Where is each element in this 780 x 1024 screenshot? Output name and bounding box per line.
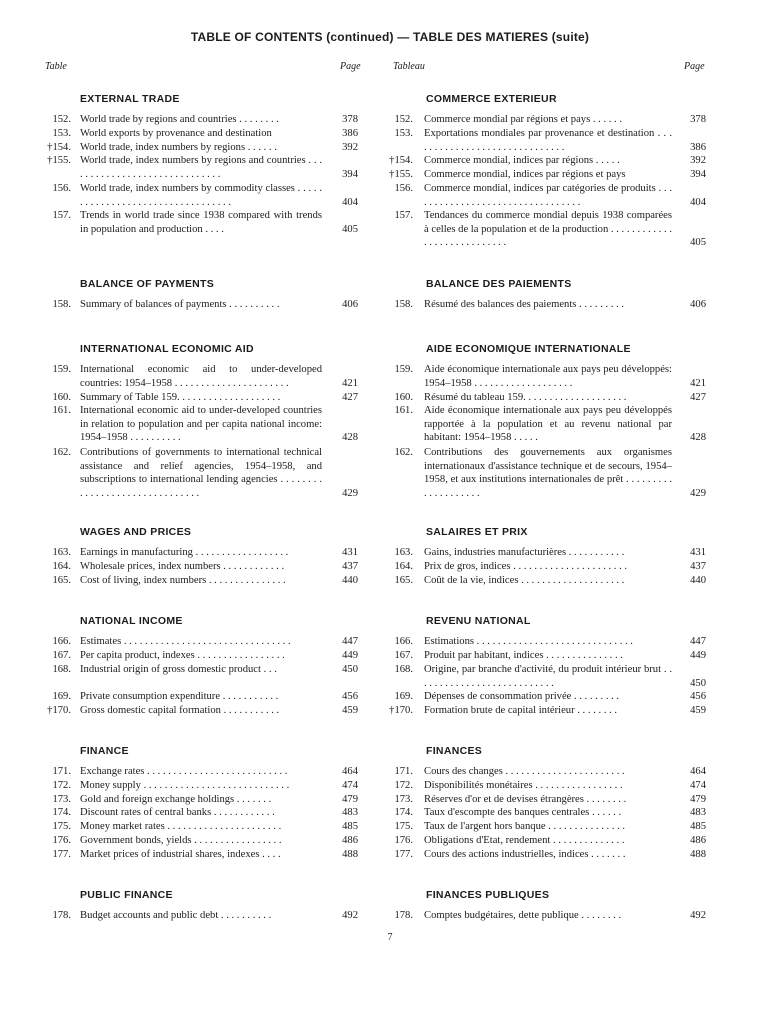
- entry-title: Budget accounts and public debt . . . . . . . . . .: [80, 910, 272, 921]
- entry-number: 161.: [52, 405, 71, 416]
- entry-title: Commerce mondial, indices par catégories de produits . . . . . . . . . . . . . . . . . . . . . . . . . . . . . . . . .: [424, 183, 672, 208]
- entry-page: 437: [690, 561, 706, 572]
- entry-title: Trends in world trade since 1938 compared with trends in population and production . . . .: [80, 210, 322, 235]
- entry-page: 405: [690, 237, 706, 249]
- entry-page: 378: [690, 114, 706, 125]
- entry-page: 483: [690, 807, 706, 818]
- entry-page: 474: [342, 780, 358, 791]
- entry-page: 404: [690, 196, 706, 208]
- entry-page: 406: [342, 299, 358, 310]
- entry-number: 158.: [52, 299, 71, 310]
- entry-page: 485: [342, 821, 358, 832]
- entry-title: Aide économique internationale aux pays peu développés rapportée à la population et au revenu national par habitant: 1954–1958 . . . . .: [424, 405, 672, 444]
- entry-title: Per capita product, indexes . . . . . . . . . . . . . . . . .: [80, 650, 285, 661]
- entry-page: 449: [690, 650, 706, 661]
- entry-number: 157.: [394, 210, 413, 221]
- entry-page: 405: [342, 223, 358, 235]
- entry-page: 421: [690, 377, 706, 389]
- entry-number: 162.: [52, 447, 71, 458]
- entry-number: 176.: [394, 835, 413, 846]
- page-number: 7: [387, 932, 393, 943]
- entry-title: Résumé des balances des paiements . . . . . . . . .: [424, 299, 625, 310]
- entry-page: 429: [690, 487, 706, 499]
- entry-page: 456: [342, 691, 358, 702]
- page-title: TABLE OF CONTENTS (continued) — TABLE DES MATIERES (suite): [190, 30, 590, 44]
- entry-title: World trade by regions and countries . . . . . . . .: [80, 114, 279, 125]
- column-header-tableau: Tableau: [393, 61, 425, 72]
- entry-number: 158.: [394, 299, 413, 310]
- entry-title: Government bonds, yields . . . . . . . . . . . . . . . . .: [80, 835, 282, 846]
- entry-title: Produit par habitant, indices . . . . . . . . . . . . . . .: [424, 650, 623, 661]
- entry-page: 486: [342, 835, 358, 846]
- section-title: INTERNATIONAL ECONOMIC AID: [80, 343, 254, 355]
- entry-page: 421: [342, 377, 358, 389]
- entry-number: †170.: [389, 705, 413, 716]
- entry-number: 165.: [394, 575, 413, 586]
- entry-title: Réserves d'or et de devises étrangères . . . . . . . .: [424, 794, 627, 805]
- entry-number: †170.: [47, 705, 71, 716]
- section-title: BALANCE DES PAIEMENTS: [426, 278, 572, 290]
- section-title: FINANCES PUBLIQUES: [426, 889, 550, 901]
- entry-number: 172.: [394, 780, 413, 791]
- entry-title: Estimations . . . . . . . . . . . . . . . . . . . . . . . . . . . . . .: [424, 636, 633, 647]
- entry-page: 428: [342, 432, 358, 444]
- entry-number: 173.: [394, 794, 413, 805]
- entry-title: Taux d'escompte des banques centrales . . . . . .: [424, 807, 622, 818]
- entry-title: Industrial origin of gross domestic product . . .: [80, 664, 277, 675]
- entry-title: Contributions of governments to international technical assistance and relief agencies, 1954–1958, and subscriptions to international lending agencies . . . . . . . . . . . . . . . . . . . . . . . . . . . . . . .: [80, 447, 322, 499]
- entry-number: 178.: [52, 910, 71, 921]
- entry-page: 431: [690, 547, 706, 558]
- entry-number: 159.: [394, 364, 413, 375]
- entry-title: Origine, par branche d'activité, du produit intérieur brut . . . . . . . . . . . . . . . . . . . . . . . . . . .: [424, 664, 672, 689]
- entry-title: World trade, index numbers by regions . . . . . .: [80, 142, 277, 153]
- entry-title: Commerce mondial, indices par régions et pays: [424, 169, 626, 180]
- entry-title: Obligations d'Etat, rendement . . . . . . . . . . . . . .: [424, 835, 625, 846]
- section-title: AIDE ECONOMIQUE INTERNATIONALE: [426, 343, 631, 355]
- entry-title: Disponibilités monétaires . . . . . . . . . . . . . . . . .: [424, 780, 623, 791]
- section-title: PUBLIC FINANCE: [80, 889, 173, 901]
- section-title: BALANCE OF PAYMENTS: [80, 278, 215, 290]
- entry-number: 153.: [394, 128, 413, 139]
- entry-page: 431: [342, 547, 358, 558]
- entry-page: 386: [690, 141, 706, 153]
- entry-page: 428: [690, 432, 706, 444]
- entry-page: 483: [342, 807, 358, 818]
- entry-number: 175.: [394, 821, 413, 832]
- entry-page: 492: [342, 910, 358, 921]
- entry-page: 479: [342, 794, 358, 805]
- entry-page: 406: [690, 299, 706, 310]
- entry-number: 157.: [52, 210, 71, 221]
- entry-title: Dépenses de consommation privée . . . . . . . . .: [424, 691, 620, 702]
- entry-title: World trade, index numbers by commodity classes . . . . . . . . . . . . . . . . . . . . . . . . . . . . . . . . . .: [80, 183, 322, 208]
- entry-title: Gains, industries manufacturières . . . . . . . . . . .: [424, 547, 625, 558]
- entry-page: 488: [342, 849, 358, 860]
- entry-page: 394: [342, 168, 358, 180]
- section-title: WAGES AND PRICES: [80, 526, 192, 538]
- entry-title: Formation brute de capital intérieur . . . . . . . .: [424, 705, 617, 716]
- entry-number: 152.: [52, 114, 71, 125]
- entry-page: 440: [690, 575, 706, 586]
- entry-page: 392: [342, 142, 358, 153]
- entry-title: Taux de l'argent hors banque . . . . . . . . . . . . . . .: [424, 821, 626, 832]
- entry-page: 392: [690, 155, 706, 166]
- entry-number: 164.: [394, 561, 413, 572]
- entry-title: Prix de gros, indices . . . . . . . . . . . . . . . . . . . . . .: [424, 561, 628, 572]
- entry-title: Comptes budgétaires, dette publique . . . . . . . .: [424, 910, 622, 921]
- entry-number: 177.: [394, 849, 413, 860]
- entry-page: 486: [690, 835, 706, 846]
- entry-title: Tendances du commerce mondial depuis 1938 comparées à celles de la population et de la production . . . . . . . . . . . . . . . . . . . . . . . . . . . .: [424, 210, 672, 249]
- entry-page: 464: [342, 766, 358, 777]
- entry-title: Discount rates of central banks . . . . . . . . . . . .: [80, 807, 275, 818]
- entry-number: 172.: [52, 780, 71, 791]
- entry-number: 168.: [394, 664, 413, 675]
- entry-page: 427: [690, 392, 706, 403]
- section-title: NATIONAL INCOME: [80, 615, 183, 627]
- entry-title: Gross domestic capital formation . . . . . . . . . . .: [80, 705, 280, 716]
- entry-title: Cours des changes . . . . . . . . . . . . . . . . . . . . . . .: [424, 766, 625, 777]
- entry-title: Résumé du tableau 159. . . . . . . . . . . . . . . . . . . .: [424, 392, 627, 403]
- entry-page: 378: [342, 114, 358, 125]
- entry-title: Cours des actions industrielles, indices . . . . . . .: [424, 849, 626, 860]
- entry-number: 160.: [394, 392, 413, 403]
- entry-page: 404: [342, 196, 358, 208]
- entry-title: Contributions des gouvernements aux organismes internationaux d'assistance technique et de secours, 1954–1958, et aux institutions internationales de prêt . . . . . . . . . . . . . . . . . . . .: [424, 447, 672, 499]
- entry-number: 167.: [52, 650, 71, 661]
- entry-page: 386: [342, 128, 358, 139]
- entry-number: 173.: [52, 794, 71, 805]
- entry-page: 437: [342, 561, 358, 572]
- section-title: FINANCE: [80, 745, 129, 757]
- entry-title: Estimates . . . . . . . . . . . . . . . . . . . . . . . . . . . . . . . .: [80, 636, 291, 647]
- entry-page: 429: [342, 487, 358, 499]
- entry-title: Coût de la vie, indices . . . . . . . . . . . . . . . . . . . .: [424, 575, 625, 586]
- section-title: FINANCES: [426, 745, 483, 757]
- entry-page: 394: [690, 169, 706, 180]
- entry-title: Commerce mondial, indices par régions . . . . .: [424, 155, 620, 166]
- entry-title: World exports by provenance and destination: [80, 128, 272, 139]
- entry-title: Aide économique internationale aux pays peu développés: 1954–1958 . . . . . . . . . . . . . . . . . . .: [424, 364, 672, 389]
- entry-page: 450: [342, 664, 358, 675]
- entry-title: Private consumption expenditure . . . . . . . . . . .: [80, 691, 279, 702]
- entry-number: 152.: [394, 114, 413, 125]
- section-title: COMMERCE EXTERIEUR: [426, 93, 557, 105]
- entry-title: Earnings in manufacturing . . . . . . . . . . . . . . . . . .: [80, 547, 289, 558]
- entry-number: †155.: [47, 155, 71, 166]
- entry-title: Market prices of industrial shares, indexes . . . .: [80, 849, 281, 860]
- entry-number: 171.: [52, 766, 71, 777]
- entry-page: 479: [690, 794, 706, 805]
- entry-number: †154.: [389, 155, 413, 166]
- entry-page: 488: [690, 849, 706, 860]
- entry-number: 163.: [394, 547, 413, 558]
- entry-title: Wholesale prices, index numbers . . . . . . . . . . . .: [80, 561, 285, 572]
- entry-page: 427: [342, 392, 358, 403]
- column-header-table: Table: [45, 61, 67, 72]
- entry-title: Summary of balances of payments . . . . . . . . . .: [80, 299, 280, 310]
- entry-number: †155.: [389, 169, 413, 180]
- entry-number: 166.: [394, 636, 413, 647]
- entry-number: 167.: [394, 650, 413, 661]
- entry-number: 169.: [52, 691, 71, 702]
- entry-page: 450: [690, 677, 706, 689]
- entry-title: Cost of living, index numbers . . . . . . . . . . . . . . .: [80, 575, 286, 586]
- entry-page: 474: [690, 780, 706, 791]
- entry-number: 153.: [52, 128, 71, 139]
- section-title: EXTERNAL TRADE: [80, 93, 180, 105]
- column-header-page-fr: Page: [684, 61, 705, 72]
- entry-number: 176.: [52, 835, 71, 846]
- entry-number: 175.: [52, 821, 71, 832]
- entry-page: 447: [690, 636, 706, 647]
- entry-title: Money supply . . . . . . . . . . . . . . . . . . . . . . . . . . . .: [80, 780, 290, 791]
- entry-page: 456: [690, 691, 706, 702]
- entry-number: 174.: [394, 807, 413, 818]
- entry-number: 159.: [52, 364, 71, 375]
- entry-number: 174.: [52, 807, 71, 818]
- entry-page: 485: [690, 821, 706, 832]
- entry-title: International economic aid to under-developed countries in relation to population and per capita national income: 1954–1958 . . . . . . . . . .: [80, 405, 322, 444]
- entry-title: World trade, index numbers by regions and countries . . . . . . . . . . . . . . . . . . . . . . . . . . . . . .: [80, 155, 322, 180]
- entry-number: 156.: [52, 183, 71, 194]
- entry-title: Money market rates . . . . . . . . . . . . . . . . . . . . . .: [80, 821, 282, 832]
- entry-title: Exchange rates . . . . . . . . . . . . . . . . . . . . . . . . . . .: [80, 766, 288, 777]
- entry-page: 440: [342, 575, 358, 586]
- entry-number: 164.: [52, 561, 71, 572]
- entry-number: 162.: [394, 447, 413, 458]
- column-header-page: Page: [340, 61, 361, 72]
- entry-page: 464: [690, 766, 706, 777]
- entry-number: 177.: [52, 849, 71, 860]
- entry-page: 449: [342, 650, 358, 661]
- entry-number: 166.: [52, 636, 71, 647]
- entry-number: 160.: [52, 392, 71, 403]
- section-title: REVENU NATIONAL: [426, 615, 531, 627]
- entry-number: 178.: [394, 910, 413, 921]
- entry-number: †154.: [47, 142, 71, 153]
- entry-title: Summary of Table 159. . . . . . . . . . . . . . . . . . . .: [80, 392, 281, 403]
- entry-number: 165.: [52, 575, 71, 586]
- entry-number: 156.: [394, 183, 413, 194]
- entry-page: 459: [342, 705, 358, 716]
- entry-number: 169.: [394, 691, 413, 702]
- section-title: SALAIRES ET PRIX: [426, 526, 528, 538]
- entry-title: Exportations mondiales par provenance et destination . . . . . . . . . . . . . . . . . . . . . . . . . . . . . .: [424, 128, 672, 153]
- entry-number: 161.: [394, 405, 413, 416]
- entry-number: 168.: [52, 664, 71, 675]
- entry-page: 459: [690, 705, 706, 716]
- entry-title: International economic aid to under-developed countries: 1954–1958 . . . . . . . . . . . . . . . . . . . . . .: [80, 364, 322, 389]
- entry-number: 171.: [394, 766, 413, 777]
- entry-number: 163.: [52, 547, 71, 558]
- entry-title: Gold and foreign exchange holdings . . . . . . .: [80, 794, 272, 805]
- entry-page: 447: [342, 636, 358, 647]
- entry-page: 492: [690, 910, 706, 921]
- entry-title: Commerce mondial par régions et pays . . . . . .: [424, 114, 622, 125]
